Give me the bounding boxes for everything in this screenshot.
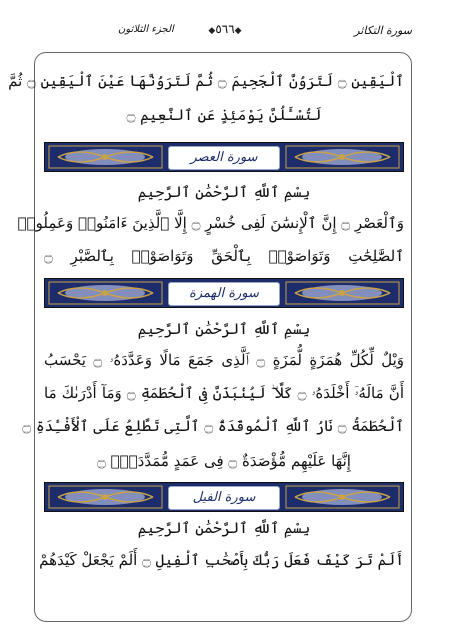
ornament-icon [48, 281, 163, 305]
ornament-icon [285, 485, 400, 509]
sura-title-band [44, 142, 404, 172]
basmala-line: بِسْمِ ٱللَّهِ ٱلرَّحْمَٰنِ ٱلرَّحِيمِ [137, 519, 311, 537]
sura-title-band [44, 482, 404, 512]
page-ornament-icon: ◆ [208, 26, 216, 36]
text-line: لَتُسْـَٔلُنَّ يَوْمَئِذٍ عَنِ ٱلنَّعِيمِ ۝ [126, 106, 322, 124]
text-line: إِنَّهَا عَلَيْهِم مُّؤْصَدَةٌ ۝ فِى عَمَدٍ مُّمَدَّدَةٍۭ ۝ [97, 452, 351, 470]
page-number-text: ٥٦٦ [215, 22, 235, 36]
page-header [0, 20, 450, 46]
text-line: أَنَّ مَالَهُۥٓ أَخْلَدَهُۥ ۝ كَلَّا ۖ لَيُنۢبَذَنَّ فِى ٱلْحُطَمَةِ ۝ وَمَآ أَدْرَىٰكَ مَا [44, 384, 404, 402]
sura-title-band [44, 278, 404, 308]
text-line: ٱلْيَقِينِ ۝ لَتَرَوُنَّ ٱلْجَحِيمَ ۝ ثُمَّ لَتَرَوُنَّهَا عَيْنَ ٱلْيَقِينِ ۝ ثُمَّ [8, 72, 404, 90]
sura-title: سورة العصر [168, 146, 280, 170]
sura-title: سورة الهمزة [168, 282, 280, 306]
sura-title: سورة الفيل [168, 486, 280, 510]
page-number [208, 22, 241, 36]
ornament-icon [285, 145, 400, 169]
text-line: أَلَمْ تَرَ كَيْفَ فَعَلَ رَبُّكَ بِأَصْحَٰبِ ٱلْفِيلِ ۝ أَلَمْ يَجْعَلْ كَيْدَهُمْ [39, 551, 404, 569]
basmala-line: بِسْمِ ٱللَّهِ ٱلرَّحْمَٰنِ ٱلرَّحِيمِ [137, 183, 311, 201]
ornament-icon [48, 145, 163, 169]
text-line: وَيْلٌ لِّكُلِّ هُمَزَةٍ لُّمَزَةٍ ۝ ٱلَّذِى جَمَعَ مَالًا وَعَدَّدَهُۥ ۝ يَحْسَبُ [44, 351, 404, 369]
text-line: وَٱلْعَصْرِ ۝ إِنَّ ٱلْإِنسَٰنَ لَفِى خُسْرٍ ۝ إِلَّا ٱلَّذِينَ ءَامَنُوا۟ وَعَمِلُوا۟ [17, 214, 404, 232]
sura-header-label: سورة التكاثر [354, 24, 412, 37]
ornament-icon [48, 485, 163, 509]
juz-header-label: الجزء الثلاثون [118, 24, 174, 35]
text-line: ٱلصَّٰلِحَٰتِ وَتَوَاصَوْا۟ بِٱلْحَقِّ وَتَوَاصَوْا۟ بِٱلصَّبْرِ ۝ [44, 247, 404, 265]
ornament-icon [285, 281, 400, 305]
page-ornament-icon: ◆ [234, 26, 242, 36]
text-line: ٱلْحُطَمَةُ ۝ نَارُ ٱللَّهِ ٱلْمُوقَدَةُ ۝ ٱلَّتِى تَطَّلِعُ عَلَى ٱلْأَفْـِٔدَةِ ۝ [22, 417, 404, 435]
basmala-line: بِسْمِ ٱللَّهِ ٱلرَّحْمَٰنِ ٱلرَّحِيمِ [137, 320, 311, 338]
